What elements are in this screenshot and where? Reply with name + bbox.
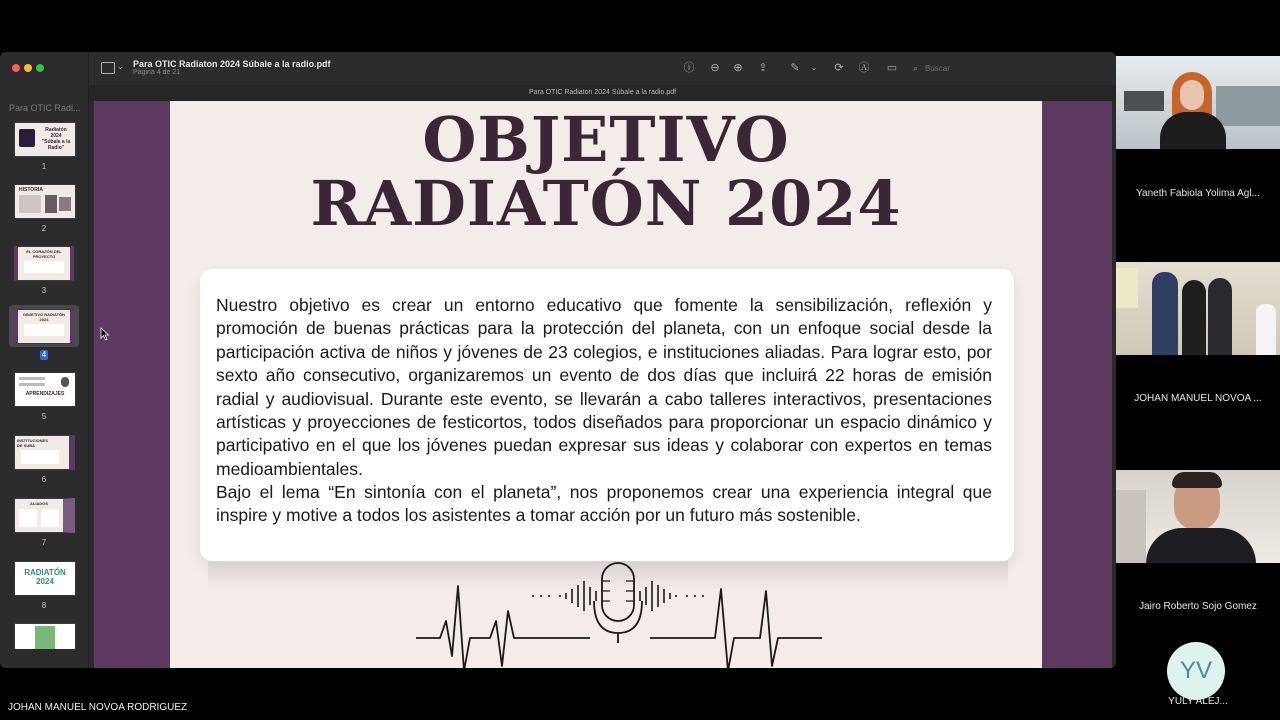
thumbnail-label: Radiatón 2024 "Súbale a la Radio" — [41, 127, 71, 151]
close-window-button[interactable] — [12, 64, 20, 72]
page-thumbnail-8[interactable] — [0, 561, 88, 619]
page-thumbnail-6[interactable] — [0, 435, 88, 493]
page-thumbnail-3[interactable] — [0, 246, 88, 304]
participant-video-1[interactable] — [1116, 56, 1280, 149]
participant-name-3: Jairo Roberto Sojo Gomez — [1139, 601, 1257, 612]
form-fill-icon[interactable]: ▭ — [886, 62, 898, 74]
slide-page — [94, 101, 1112, 668]
motto-paragraph: Bajo el lema “En sintonía con el planeta”, nos proponemos crear una experiencia integral que inspire y motive a todos los asistentes a tomar acción por un futuro más sostenible. — [216, 482, 992, 526]
mouse-cursor-icon — [100, 327, 110, 341]
page-thumbnail-9[interactable] — [0, 623, 88, 649]
thumbnail-label: OBJETIVO RADIATÓN 2024 — [22, 312, 66, 322]
zoom-window-button[interactable] — [36, 64, 44, 72]
thumbnail-image — [14, 372, 76, 407]
page-thumbnail-4[interactable] — [0, 309, 88, 367]
zoom-out-icon[interactable]: ⊖ — [710, 62, 720, 74]
chevron-down-icon[interactable]: ⌄ — [810, 63, 818, 72]
microphone-heartbeat-icon — [410, 561, 830, 668]
objective-text-card — [200, 269, 1014, 561]
thumbnail-image — [14, 623, 76, 649]
active-speaker-name: JOHAN MANUEL NOVOA RODRIGUEZ — [8, 702, 188, 713]
thumbnail-image — [14, 309, 74, 344]
info-icon[interactable]: ⓘ — [683, 62, 695, 74]
annotate-icon[interactable]: Ⓐ — [858, 62, 870, 74]
thumbnail-number: 2 — [41, 224, 47, 233]
thumbnail-number: 1 — [41, 162, 47, 171]
thumbnail-label: EL CORAZÓN DEL PROYECTO — [26, 249, 62, 259]
thumbnail-image — [14, 498, 75, 533]
search-input[interactable] — [925, 60, 1095, 76]
chevron-down-icon[interactable]: ⌄ — [117, 62, 124, 71]
page-thumbnail-5[interactable] — [0, 372, 88, 430]
thumbnail-number: 8 — [41, 601, 47, 610]
thumbnail-image — [14, 435, 75, 470]
thumbnail-image — [14, 122, 76, 157]
thumbnail-number-selected: 4 — [41, 350, 47, 359]
search-icon: ⌕ — [913, 63, 919, 73]
thumbnail-image — [14, 184, 76, 219]
participant-name-1: Yaneth Fabiola Yolima Agl... — [1136, 188, 1260, 199]
rotate-icon[interactable]: ⟳ — [834, 62, 844, 74]
thumbnail-image — [14, 561, 76, 596]
slide-title-line1: OBJETIVO — [422, 103, 790, 176]
slide-content — [170, 101, 1042, 668]
participant-name-4: YULY ALEJ... — [1168, 696, 1228, 707]
thumbnail-image — [14, 246, 74, 281]
participant-video-2[interactable] — [1116, 262, 1280, 355]
minimize-window-button[interactable] — [24, 64, 32, 72]
slide-title-line2: RADIATÓN 2024 — [310, 167, 902, 240]
thumbnail-label: ALIADOS — [30, 501, 48, 506]
thumbnail-label: HISTORIA — [19, 187, 43, 193]
thumbnail-number: 7 — [41, 538, 47, 547]
thumbnail-number: 5 — [41, 412, 47, 421]
participant-avatar-initials[interactable]: YV — [1167, 642, 1225, 700]
page-thumbnail-2[interactable] — [0, 184, 88, 242]
participant-video-3[interactable] — [1116, 470, 1280, 563]
thumbnail-number: 3 — [41, 286, 47, 295]
thumbnail-label: APRENDIZAJES — [25, 391, 65, 397]
document-tab[interactable]: Para OTIC Radiaton 2024 Súbale a la radio.pdf — [89, 85, 1116, 101]
thumbnail-sidebar — [0, 52, 89, 668]
thumbnail-label: RADIATÓN 2024 — [24, 568, 66, 586]
share-icon[interactable]: ⇪ — [758, 62, 768, 74]
page-thumbnail-7[interactable] — [0, 498, 88, 556]
page-indicator: Página 4 de 21 — [133, 69, 181, 76]
markup-pen-icon[interactable]: ✎ — [790, 62, 800, 74]
sidebar-toggle-icon[interactable] — [101, 62, 115, 74]
objective-paragraph: Nuestro objetivo es crear un entorno educativo que fomente la sensibilización, reflexión y promoción de buenas prácticas para la protección del planeta, con un enfoque social desde la participación activa de niños y jóvenes de 23 colegios, e instituciones aliadas. Para lograr esto, por sexto año consecutivo, organizaremos un evento de dos días que incluirá 22 horas de emisión radial y audiovisual. Durante este evento, se llevarán a cabo talleres interactivos, presentaciones artísticas y proyecciones de festicortos, todos diseñados para proporcionar un espacio dinámico y participativo en el que los jóvenes puedan expresar sus ideas y colaborar con expertos en temas medioambientales. — [216, 295, 992, 479]
page-thumbnail-1[interactable] — [0, 122, 88, 180]
sidebar-title: Para OTIC Radi... — [9, 103, 81, 113]
search-field[interactable] — [909, 60, 1105, 76]
thumbnail-number: 6 — [41, 475, 47, 484]
pdf-viewer-window — [0, 52, 1116, 668]
zoom-in-icon[interactable]: ⊕ — [733, 62, 743, 74]
thumbnail-label: INSTITUCIONES DE SUBA — [17, 438, 48, 448]
participant-name-2: JOHAN MANUEL NOVOA ... — [1134, 393, 1262, 404]
document-title: Para OTIC Radiaton 2024 Súbale a la radio.pdf — [133, 59, 331, 69]
toolbar — [89, 52, 1116, 86]
